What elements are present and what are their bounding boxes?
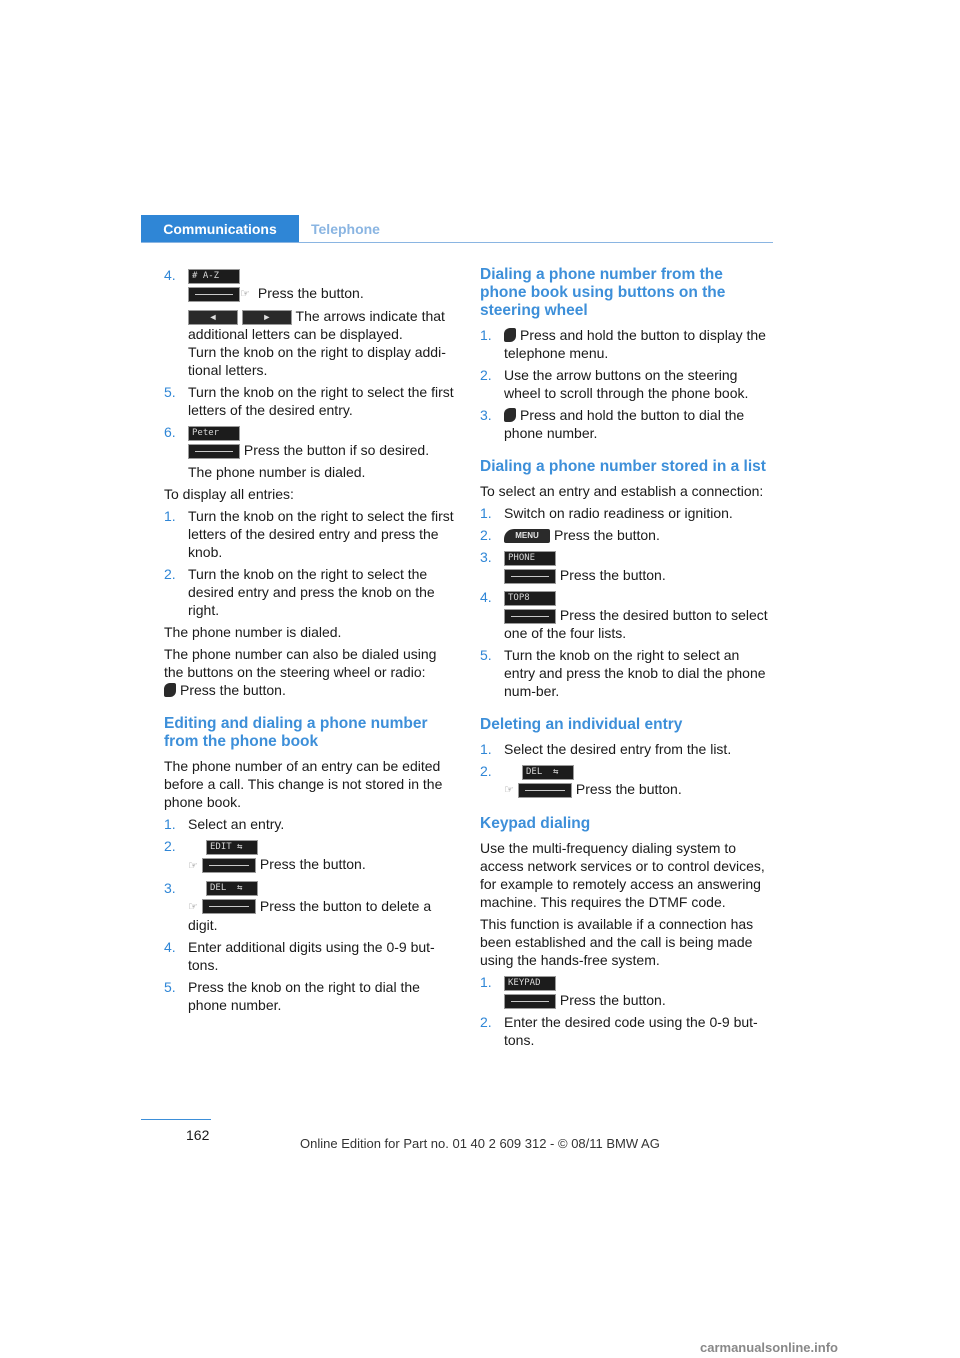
step-text: Press the button. xyxy=(559,992,666,1009)
section-heading-editing: Editing and dialing a phone number from the phone book xyxy=(164,715,428,751)
list-item xyxy=(164,266,456,379)
step-text: Press the knob on the right to dial the phone number. xyxy=(188,978,420,1013)
step-number: 4. xyxy=(164,938,176,955)
list-item xyxy=(480,366,772,402)
step-text: Turn the knob on the right to select an entry and press the knob to dial the phone num-ber. xyxy=(504,647,766,699)
display-edit: EDIT ⇆ xyxy=(206,840,258,855)
step-text: Press the button. xyxy=(259,856,366,873)
hand-pointer-icon: ☞ xyxy=(504,784,514,797)
step-text: Select an entry. xyxy=(188,816,285,833)
dialed-text: The phone number is dialed. xyxy=(188,464,366,481)
list-item xyxy=(164,383,456,419)
edition-text: Online Edition for Part no. 01 40 2 609 312 - © 08/11 BMW AG xyxy=(300,1136,660,1151)
list-item xyxy=(480,588,772,642)
step-number: 1. xyxy=(480,505,492,521)
button-bar-icon xyxy=(202,899,256,914)
step-text: Press the button. xyxy=(575,781,682,797)
list-item xyxy=(480,973,772,1009)
step-number: 6. xyxy=(164,424,176,441)
list-intro: To select an entry and establish a connection: xyxy=(480,483,764,499)
list-item xyxy=(164,815,456,833)
button-bar-icon xyxy=(504,994,556,1009)
step-number: 4. xyxy=(164,267,176,283)
section-heading-steering-wheel: Dialing a phone number from the phone book using buttons on the steering wheel xyxy=(480,266,726,319)
step-number: 2. xyxy=(480,367,492,383)
list-item xyxy=(164,837,456,874)
step-text: Select the desired entry from the list. xyxy=(504,741,732,757)
arrows-text: The arrows indicate that additional letters can be displayed. xyxy=(188,308,445,343)
list-item xyxy=(480,504,772,522)
step-text: Press the button. xyxy=(554,527,660,543)
footer-divider xyxy=(141,1119,211,1120)
step-text: Press and hold the button to display the telephone menu. xyxy=(504,327,766,361)
also-dialed-text: The phone number can also be dialed using the buttons on the steering wheel or radio: xyxy=(164,646,437,681)
arrow-left-icon: ◄ xyxy=(188,310,238,325)
edit-intro: The phone number of an entry can be edited before a call. This change is not stored in the phone book. xyxy=(164,758,443,811)
section-tab-telephone: Telephone xyxy=(311,221,380,237)
button-bar-icon xyxy=(504,569,556,584)
step-number: 5. xyxy=(480,647,492,663)
list-item xyxy=(480,548,772,584)
phone-icon xyxy=(504,408,516,422)
step-number: 1. xyxy=(164,508,176,525)
button-bar-icon xyxy=(202,858,256,873)
step-text: Press the button. xyxy=(559,567,666,583)
step-number: 5. xyxy=(164,384,176,401)
hand-pointer-icon: ☞ xyxy=(188,900,198,913)
step-number: 1. xyxy=(480,327,492,343)
step-number: 4. xyxy=(480,589,492,605)
list-item xyxy=(480,740,772,758)
step-text: Enter additional digits using the 0-9 but-tons. xyxy=(188,938,435,973)
list-item xyxy=(164,938,456,974)
section-tab-communications: Communications xyxy=(141,215,299,243)
list-item xyxy=(480,646,772,700)
step-text: Switch on radio readiness or ignition. xyxy=(504,505,733,521)
keypad-paragraph: Use the multi-frequency dialing system to access network services or to control devices, for example to remotely access an answering machine. This requires the DTMF code. xyxy=(480,840,765,911)
display-a-z: # A-Z xyxy=(188,269,240,284)
button-bar-icon xyxy=(518,783,572,798)
knob-text: Turn the knob on the right to display addi-tional letters. xyxy=(188,344,446,379)
page-number: 162 xyxy=(186,1127,210,1143)
list-item xyxy=(164,507,456,561)
list-item xyxy=(480,1013,772,1049)
step-number: 3. xyxy=(480,407,492,423)
step-number: 1. xyxy=(480,974,492,991)
list-item xyxy=(480,762,772,799)
list-item xyxy=(480,526,772,544)
display-peter: Peter xyxy=(188,426,240,441)
section-heading-list: Dialing a phone number stored in a list xyxy=(480,458,766,475)
step-text: Enter the desired code using the 0-9 but-tons. xyxy=(504,1014,758,1049)
menu-button-icon: MENU xyxy=(504,529,550,543)
display-top8: TOP8 xyxy=(504,591,556,606)
step-number: 2. xyxy=(164,566,176,583)
step-text: Press the button. xyxy=(257,285,364,301)
phone-icon xyxy=(504,328,516,342)
section-heading-deleting: Deleting an individual entry xyxy=(480,716,683,733)
step-text: Press and hold the button to dial the phone number. xyxy=(504,407,745,441)
step-number: 5. xyxy=(164,978,176,995)
step-number: 2. xyxy=(480,763,492,779)
step-text: Turn the knob on the right to select the first letters of the desired entry and press the knob. xyxy=(188,508,454,561)
press-button-text: Press the button. xyxy=(180,682,286,699)
step-text: Press the desired button to select one of the four lists. xyxy=(504,607,768,641)
step-number: 1. xyxy=(164,816,176,833)
step-number: 2. xyxy=(480,1014,492,1031)
display-keypad: KEYPAD xyxy=(504,976,556,991)
keypad-paragraph: This function is available if a connection has been established and the call is being made using the hands-free system. xyxy=(480,916,754,969)
display-all-text: To display all entries: xyxy=(164,486,294,503)
button-bar-icon xyxy=(188,444,240,459)
right-column xyxy=(480,266,772,1049)
phone-icon xyxy=(164,683,176,697)
step-number: 3. xyxy=(480,549,492,565)
list-item xyxy=(164,978,456,1014)
list-item xyxy=(164,423,456,481)
hand-pointer-icon: ☞ xyxy=(240,288,250,301)
step-number: 2. xyxy=(164,838,176,855)
step-number: 3. xyxy=(164,879,176,896)
step-text: Turn the knob on the right to select the first letters of the desired entry. xyxy=(188,384,454,419)
list-item xyxy=(480,406,772,442)
display-del: DEL ⇆ xyxy=(206,881,258,896)
watermark: carmanualsonline.info xyxy=(700,1340,838,1355)
arrow-right-icon: ► xyxy=(242,310,292,325)
step-text: Press the button if so desired. xyxy=(243,442,430,459)
display-del: DEL ⇆ xyxy=(522,765,574,780)
display-phone: PHONE xyxy=(504,551,556,566)
left-column xyxy=(164,266,456,1014)
dialed-text: The phone number is dialed. xyxy=(164,624,342,641)
list-item xyxy=(164,565,456,619)
button-bar-icon xyxy=(188,287,240,302)
button-bar-icon xyxy=(504,609,556,624)
step-text: Use the arrow buttons on the steering wheel to scroll through the phone book. xyxy=(504,367,749,401)
step-text: Press the button to delete a digit. xyxy=(188,897,432,933)
step-number: 1. xyxy=(480,741,492,757)
header-divider xyxy=(141,242,773,243)
list-item xyxy=(164,879,456,934)
list-item xyxy=(480,326,772,362)
hand-pointer-icon: ☞ xyxy=(188,859,198,872)
step-number: 2. xyxy=(480,527,492,543)
section-heading-keypad: Keypad dialing xyxy=(480,815,591,833)
page-header xyxy=(141,215,773,243)
step-text: Turn the knob on the right to select the desired entry and press the knob on the right. xyxy=(188,566,435,619)
